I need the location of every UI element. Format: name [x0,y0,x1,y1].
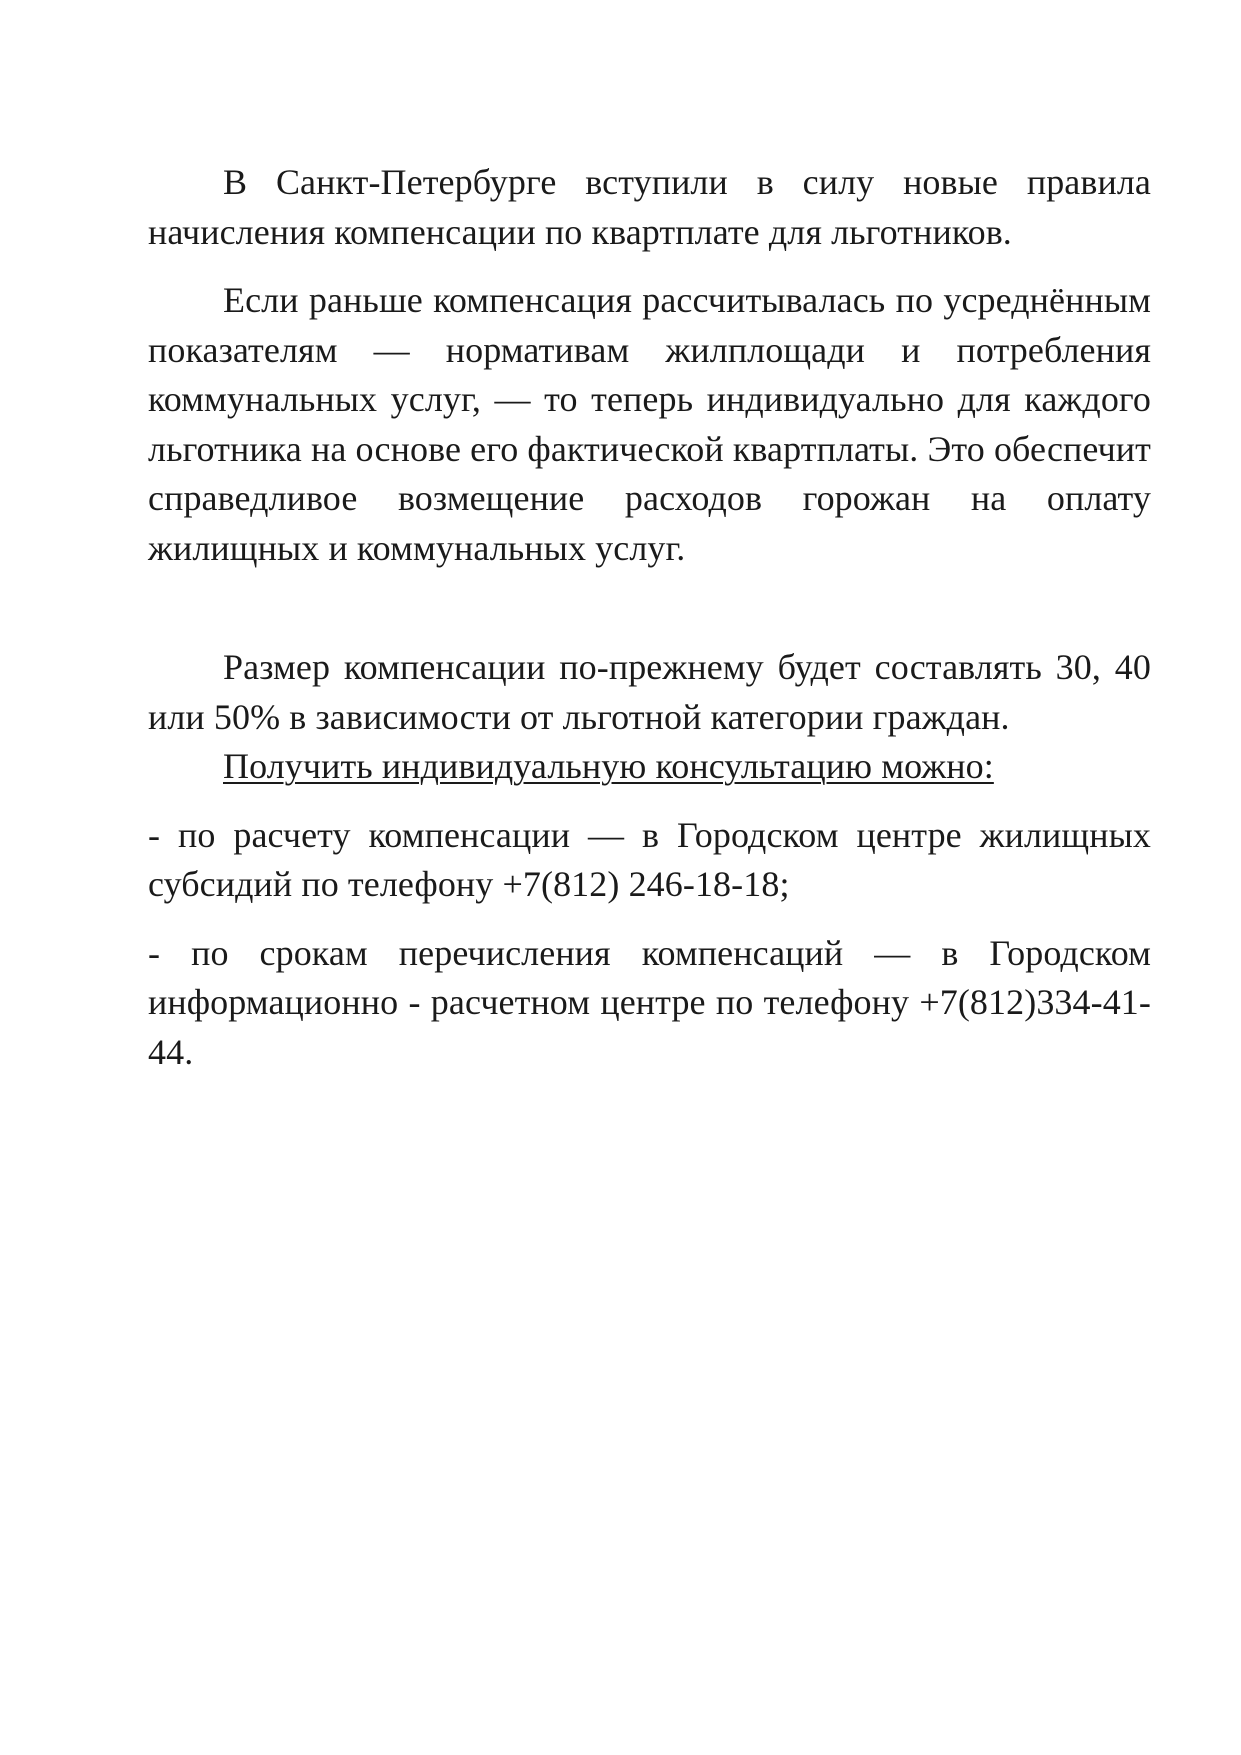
paragraph-calculation-change: Если раньше компенсация рассчитывалась по усреднённым показателям — нормативам жилплощади и потребления коммунальных услуг, — то теперь индивидуально для каждого льготника на основе его фактической квартплаты. Это обеспечит справедливое возмещение расходов горожан на оплату жилищных и коммунальных услуг. [148,280,1151,568]
consultation-heading [148,742,1151,792]
consultation-item-transfer-dates: - по срокам перечисления компенсаций — в Городском информационно - расчетном центре по телефону +7(812)334-41-44. [148,932,1151,1072]
paragraph-compensation-size: Размер компенсации по-прежнему будет составлять 30, 40 или 50% в зависимости от льготной категории граждан. [148,647,1151,737]
paragraph-new-rules: В Санкт-Петербурге вступили в силу новые правила начисления компенсации по квартплате для льготников. [148,162,1151,252]
consultation-item-calculation: - по расчету компенсации — в Городском центре жилищных субсидий по телефону +7(812) 246-18-18; [148,814,1151,904]
document-page [148,158,1151,1077]
consultation-heading-text: Получить индивидуальную консультацию можно: [223,746,994,786]
